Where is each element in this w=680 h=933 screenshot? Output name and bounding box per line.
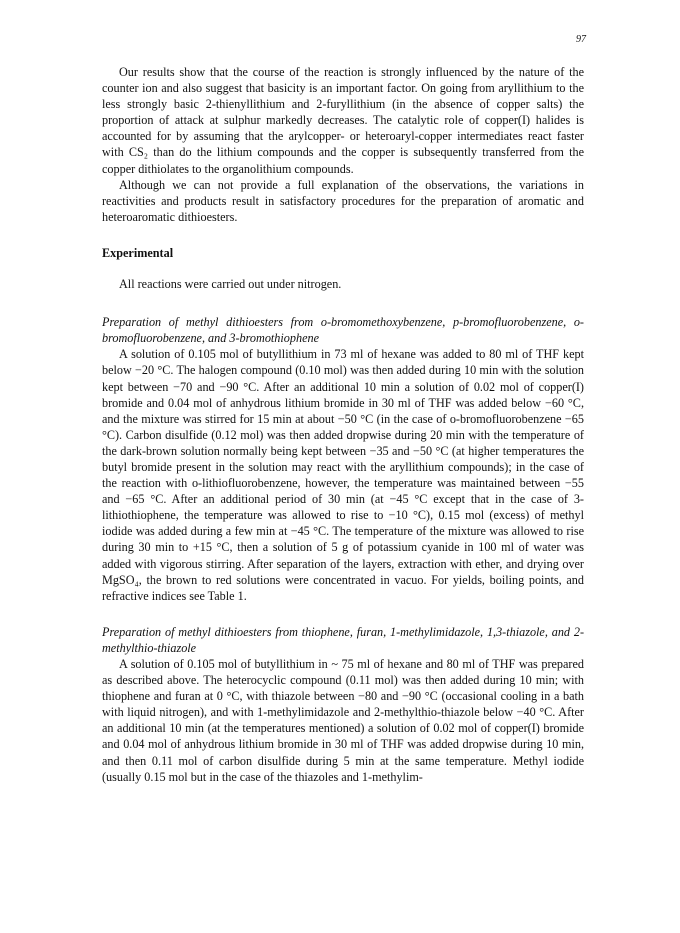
- section2-body: A solution of 0.105 mol of butyllithium in ~ 75 ml of hexane and 80 ml of THF was prepared as described above. The heterocyclic compound (0.11 mol) was then added during 10 min; with thiophene and furan at 0 °C, with thiazole between −80 and −90 °C (occasional cooling in a bath with liquid nitrogen), and with 1-methylimidazole and 2-methylthio-thiazole below −40 °C. After an additional 10 min (at the temperatures mentioned) a solution of 0.02 mol of copper(I) bromide and 0.04 mol of anhydrous lithium bromide in 30 ml of THF was added dropwise during 10 min, and then 0.11 mol of carbon disulfide during 5 min at the same temperature. Methyl iodide (usually 0.15 mol but in the case of the thiazoles and 1-methylim-: [102, 657, 584, 784]
- experimental-heading: Experimental: [102, 245, 174, 260]
- section1-title: Preparation of methyl dithioesters from o-bromomethoxybenzene, p-bromofluorobenzene, o-bromofluorobenzene, and 3-bromothiophene: [102, 315, 584, 346]
- text-column: [102, 64, 584, 785]
- intro-paragraph-1: Our results show that the course of the reaction is strongly influenced by the nature of the counter ion and also suggest that basicity is an important factor. On going from aryllithium to the less strongly basic 2-thienyllithium and 2-furyllithium (in the absence of copper salts) the proportion of attack at sulphur markedly decreases. The catalytic role of copper(I) halides is accounted for by assuming that the arylcopper- or heteroaryl-copper intermediates react faster with CS₂ than do the lithium compounds and the copper is subsequently transferred from the copper dithiolates to the organolithium compounds.: [102, 65, 584, 176]
- section2-title: Preparation of methyl dithioesters from thiophene, furan, 1-methylimidazole, 1,3-thiazole, and 2-methylthio-thiazole: [102, 624, 584, 655]
- page-number: 97: [576, 34, 586, 45]
- nitrogen-note: All reactions were carried out under nitrogen.: [119, 277, 342, 292]
- intro-paragraph-2: Although we can not provide a full explanation of the observations, the variations in reactivities and products result in satisfactory procedures for the preparation of aromatic and heteroaromatic dithioesters.: [102, 177, 584, 224]
- section1-body: A solution of 0.105 mol of butyllithium in 73 ml of hexane was added to 80 ml of THF kept below −20 °C. The halogen compound (0.10 mol) was then added during 10 min with the solution kept between −70 and −90 °C. After an additional 10 min a solution of 0.02 mol of copper(I) bromide and 0.04 mol of anhydrous lithium bromide in 30 ml of THF was added below −60 °C, and the mixture was stirred for 15 min at about −50 °C (in the case of o-bromofluorobenzene −65 °C). Carbon disulfide (0.12 mol) was then added dropwise during 20 min with the temperature of the dark-brown solution normally being kept between −35 and −50 °C (at higher temperatures the butyl bromide present in the solution may react with the aryllithium compounds); in the case of the reaction with o-lithiofluorobenzene, however, the temperature was maintained between −55 and −65 °C. After an additional period of 30 min (at −45 °C except that in the case of 3-lithiothiophene, the temperature was allowed to rise to −10 °C), 0.15 mol (excess) of methyl iodide was added during a few min at −45 °C. The temperature of the mixture was allowed to rise during 30 min to +15 °C, then a solution of 5 g of potassium cyanide in 100 ml of water was added with vigorous stirring. After separation of the layers, extraction with ether, and drying over MgSO₄, the brown to red solutions were concentrated in vacuo. For yields, boiling points, and refractive indices see Table 1.: [102, 347, 584, 603]
